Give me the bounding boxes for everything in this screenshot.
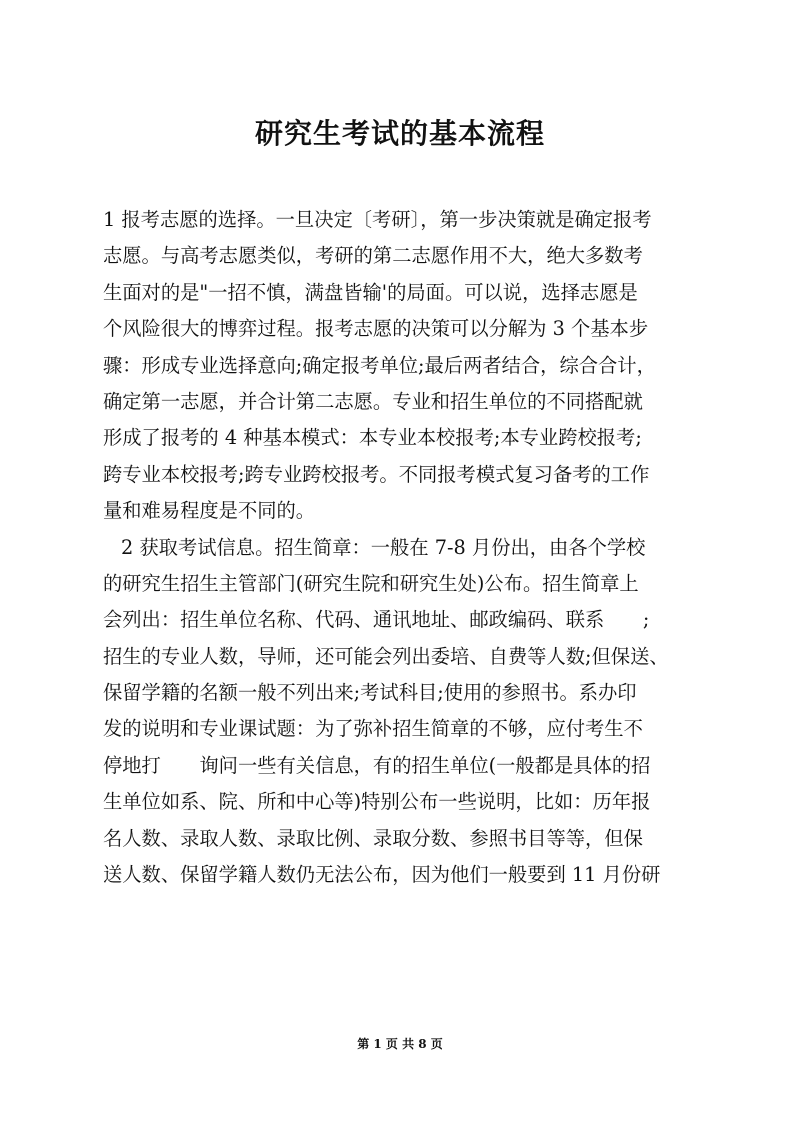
body-line: 生面对的是"一招不慎，满盘皆输'的局面。可以说，选择志愿是 (103, 280, 638, 304)
body-line: 名人数、录取人数、录取比例、录取分数、参照书目等等，但保 (103, 826, 643, 850)
document-title: 研究生考试的基本流程 (254, 117, 545, 150)
body-line: 1 报考志愿的选择。一旦决定〔考研〕，第一步决策就是确定报考 (103, 208, 652, 231)
body-line: 生单位如系、院、所和中心等)特别公布一些说明，比如：历年报 (103, 790, 651, 814)
document-body (103, 202, 703, 893)
body-line: 2 获取考试信息。招生简章：一般在 7-8 月份出，由各个学校 (121, 535, 646, 559)
page-footer: 第 1 页 共 8 页 (357, 1037, 443, 1051)
body-line: 送人数、保留学籍人数仍无法公布，因为他们一般要到 11 月份研 (103, 863, 661, 887)
body-line: 保留学籍的名额一般不列出来;考试科目;使用的参照书。系办印 (103, 681, 637, 705)
body-line: 停地打 询问一些有关信息，有的招生单位(一般都是具体的招 (103, 753, 651, 777)
body-line: 招生的专业人数，导师，还可能会列出委培、自费等人数;但保送、 (103, 644, 669, 668)
body-line: 发的说明和专业课试题：为了弥补招生简章的不够，应付考生不 (103, 717, 643, 741)
body-line: 骤：形成专业选择意向;确定报考单位;最后两者结合，综合合计， (103, 353, 656, 377)
body-line: 量和难易程度是不同的。 (103, 499, 316, 523)
body-line: 的研究生招生主管部门(研究生院和研究生处)公布。招生简章上 (103, 571, 639, 595)
body-line: 会列出：招生单位名称、代码、通讯地址、邮政编码、联系 ; (103, 608, 650, 632)
body-line: 个风险很大的博弈过程。报考志愿的决策可以分解为 3 个基本步 (103, 317, 649, 341)
body-line: 确定第一志愿，并合计第二志愿。专业和招生单位的不同搭配就 (103, 389, 643, 413)
body-line: 志愿。与高考志愿类似，考研的第二志愿作用不大，绝大多数考 (103, 244, 643, 268)
body-line: 跨专业本校报考;跨专业跨校报考。不同报考模式复习备考的工作 (103, 462, 650, 486)
body-line: 形成了报考的 4 种基本模式：本专业本校报考;本专业跨校报考; (103, 426, 642, 450)
